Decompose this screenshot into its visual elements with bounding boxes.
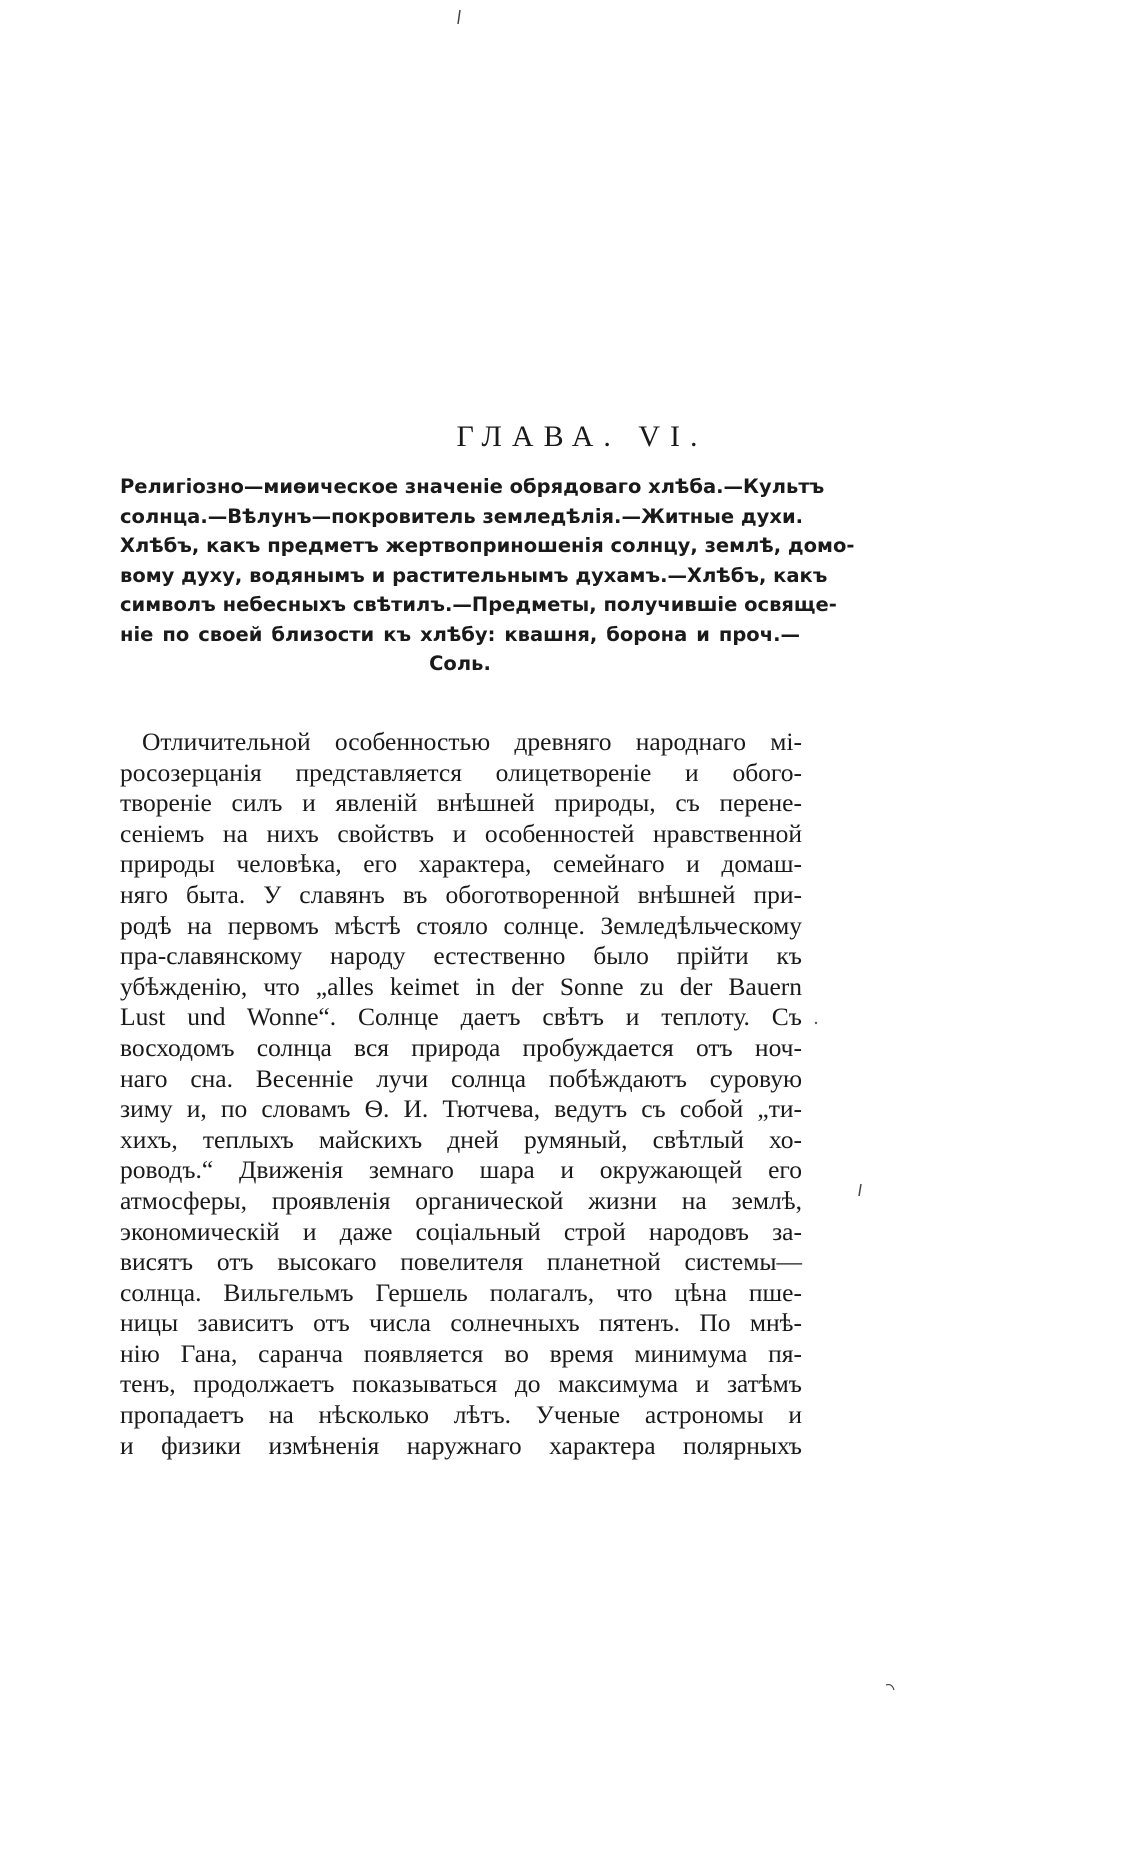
body-line: твореніе силъ и явленій внѣшней природы, съ перене- xyxy=(120,788,802,818)
body-line: убѣжденію, что „alles keimet in der Sonne zu der Bauern xyxy=(120,971,802,1001)
body-line: хихъ, теплыхъ майскихъ дней румяный, свѣтлый хо- xyxy=(120,1124,802,1154)
body-line: солнца. Вильгельмъ Гершель полагалъ, что цѣна пше- xyxy=(120,1277,802,1307)
body-line: и физики измѣненія наружнаго характера полярныхъ xyxy=(120,1430,802,1460)
body-line: наго сна. Весенніе лучи солнца побѣждаютъ суровую xyxy=(120,1063,802,1093)
body-line: росозерцанія представляется олицетвореніе и обого- xyxy=(120,757,802,787)
body-line: ницы зависитъ отъ числа солнечныхъ пятенъ. По мнѣ- xyxy=(120,1308,802,1338)
body-line: няго быта. У славянъ въ обоготворенной внѣшней при- xyxy=(120,879,802,909)
chapter-summary xyxy=(120,472,855,679)
scan-speck-right-2 xyxy=(812,1018,820,1028)
summary-line: символъ небесныхъ свѣтилъ.—Предметы, получившіе освяще- xyxy=(120,593,837,616)
body-line: Lust und Wonne“. Солнце даетъ свѣтъ и теплоту. Съ xyxy=(120,1002,802,1032)
body-line: атмосферы, проявленія органической жизни на землѣ, xyxy=(120,1185,802,1215)
scan-speck-right xyxy=(855,1182,865,1202)
body-line: восходомъ солнца вся природа пробуждается отъ ноч- xyxy=(120,1032,802,1062)
scan-speck-top xyxy=(454,8,464,28)
body-line: Отличительной особенностью древняго народнаго мі- xyxy=(142,727,802,756)
summary-line: ніе по своей близости къ хлѣбу: квашня, борона и проч.— xyxy=(120,622,800,646)
body-line: родѣ на первомъ мѣстѣ стояло солнце. Земледѣльческому xyxy=(120,910,802,940)
body-line: нію Гана, саранча появляется во время минимума пя- xyxy=(120,1338,802,1368)
body-line: сеніемъ на нихъ свойствъ и особенностей нравственной xyxy=(120,818,802,848)
summary-line: Хлѣбъ, какъ предметъ жертвоприношенія солнцу, землѣ, домо- xyxy=(120,534,855,557)
summary-line: Соль. xyxy=(429,652,491,675)
summary-line: солнца.—Вѣлунъ—покровитель земледѣлія.—Житные духи. xyxy=(120,504,804,528)
body-line: природы человѣка, его характера, семейнаго и домаш- xyxy=(120,849,802,879)
body-line: роводъ.“ Движенія земнаго шара и окружающей его xyxy=(120,1155,802,1185)
body-line: висятъ отъ высокаго повелителя планетной системы— xyxy=(120,1247,802,1277)
summary-line: вому духу, водянымъ и растительнымъ духамъ.—Хлѣбъ, какъ xyxy=(120,563,828,587)
body-line: экономическій и даже соціальный строй народовъ за- xyxy=(120,1216,802,1246)
body-line: тенъ, продолжаетъ показываться до максимума и затѣмъ xyxy=(120,1369,802,1399)
body-line: пропадаетъ на нѣсколько лѣтъ. Ученые астрономы и xyxy=(120,1400,802,1430)
scan-speck-bottom xyxy=(884,1682,898,1696)
body-line: зиму и, по словамъ Ѳ. И. Тютчева, ведутъ съ собой „ти- xyxy=(120,1094,802,1124)
body-paragraph xyxy=(120,727,802,1461)
chapter-title: ГЛАВА. VI. xyxy=(456,420,708,453)
summary-line: Религіозно—миѳическое значеніе обрядоваго хлѣба.—Культъ xyxy=(120,475,825,498)
body-line: пра-славянскому народу естественно было прійти къ xyxy=(120,941,802,971)
